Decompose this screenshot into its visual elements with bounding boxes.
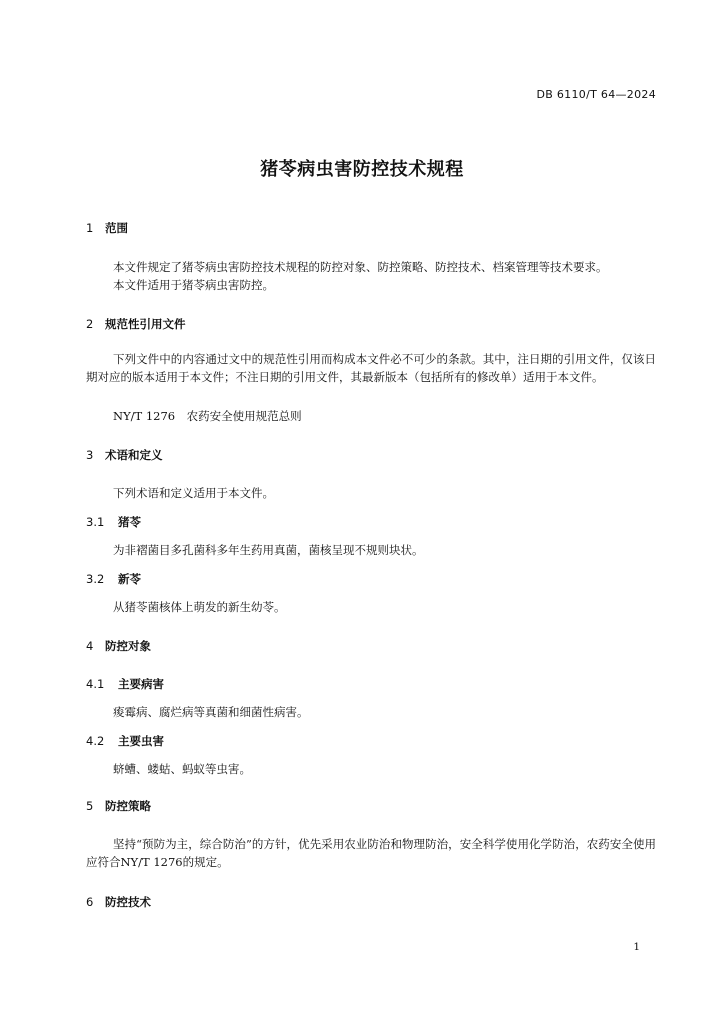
- section-6-heading: [86, 894, 151, 910]
- normative-references-paragraph: 下列文件中的内容通过文中的规范性引用而构成本文件必不可少的条款。其中，注日期的引用文件，仅该日期对应的版本适用于本文件；不注日期的引用文件，其最新版本（包括所有的修改单）适用于本文件。: [86, 352, 656, 384]
- section-3-heading: [86, 447, 163, 463]
- term-3-2-definition: 从猪苓菌核体上萌发的新生幼苓。: [113, 600, 286, 614]
- scope-paragraph-1: 本文件规定了猪苓病虫害防控技术规程的防控对象、防控策略、防控技术、档案管理等技术要求。: [113, 260, 608, 274]
- term-3-1-definition: 为非褶菌目多孔菌科多年生药用真菌，菌核呈现不规则块状。: [113, 543, 424, 557]
- main-pests-text: 蛴螬、蝼蛄、蚂蚁等虫害。: [113, 762, 251, 776]
- section-1-heading: [86, 220, 128, 236]
- section-title: 防控策略: [105, 799, 151, 813]
- standard-number: DB 6110/T 64—2024: [536, 88, 656, 101]
- section-title: 范围: [105, 221, 128, 235]
- reference-ny-t-1276: NY/T 1276 农药安全使用规范总则: [113, 409, 302, 423]
- page-number: 1: [633, 941, 640, 953]
- main-diseases-text: 痠霉病、腐烂病等真菌和细菌性病害。: [113, 705, 309, 719]
- subsection-number: 4.1: [86, 677, 105, 691]
- term-3-2-heading: [86, 571, 141, 587]
- section-number: 3: [86, 448, 94, 462]
- section-number: 6: [86, 895, 94, 909]
- section-2-heading: [86, 316, 186, 332]
- scope-paragraph-2: 本文件适用于猪苓病虫害防控。: [113, 278, 274, 292]
- section-number: 4: [86, 639, 94, 653]
- section-4-heading: [86, 638, 151, 654]
- subsection-title: 主要病害: [118, 677, 164, 691]
- subsection-4-1-heading: [86, 676, 164, 692]
- term-3-1-heading: [86, 514, 141, 530]
- section-number: 2: [86, 317, 94, 331]
- control-strategy-paragraph: 坚持“预防为主，综合防治”的方针，优先采用农业防治和物理防治，安全科学使用化学防治，农药安全使用应符合NY/T 1276的规定。: [86, 837, 656, 869]
- section-title: 防控技术: [105, 895, 151, 909]
- term-number: 3.1: [86, 515, 105, 529]
- document-title: 猪苓病虫害防控技术规程: [260, 159, 464, 180]
- term-number: 3.2: [86, 572, 105, 586]
- section-title: 术语和定义: [105, 448, 163, 462]
- section-title: 防控对象: [105, 639, 151, 653]
- terms-intro: 下列术语和定义适用于本文件。: [113, 486, 274, 500]
- term-title: 猪苓: [118, 515, 141, 529]
- subsection-title: 主要虫害: [118, 734, 164, 748]
- subsection-4-2-heading: [86, 733, 164, 749]
- section-number: 5: [86, 799, 94, 813]
- section-title: 规范性引用文件: [105, 317, 186, 331]
- section-5-heading: [86, 798, 151, 814]
- subsection-number: 4.2: [86, 734, 105, 748]
- term-title: 新苓: [118, 572, 141, 586]
- section-number: 1: [86, 221, 94, 235]
